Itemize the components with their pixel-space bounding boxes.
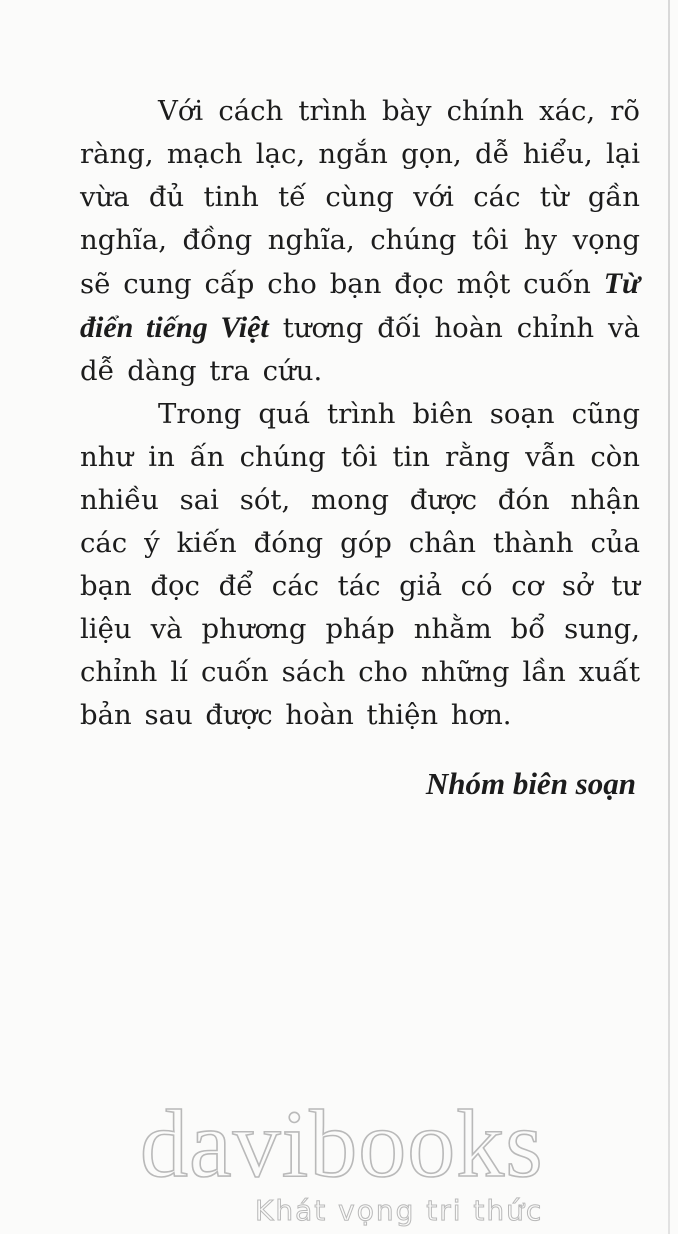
watermark-slogan: Khát vọng tri thức xyxy=(255,1194,544,1227)
paragraph-2: Trong quá trình biên soạn cũng như in ấn chúng tôi tin rằng vẫn còn nhiều sai sót, mong được đón nhận các ý kiến đóng góp chân thành của bạn đọc để các tác giả có cơ sở tư liệu và phương pháp nhằm bổ sung, chỉnh lí cuốn sách cho những lần xuất bản sau được hoàn thiện hơn. xyxy=(80,398,640,731)
watermark xyxy=(140,1090,544,1227)
page-edge-line xyxy=(668,0,670,1234)
body-text xyxy=(80,90,640,737)
paragraph-1 xyxy=(80,90,640,393)
dictionary-title: Từ điển tiếng Việt xyxy=(80,267,640,344)
watermark-brand: davibooks xyxy=(140,1090,544,1197)
signature: Nhóm biên soạn xyxy=(425,766,636,801)
paragraph-1-lead: Với cách trình bày chính xác, rõ ràng, mạch lạc, ngắn gọn, dễ hiểu, lại vừa đủ tinh tế cùng với các từ gần nghĩa, đồng nghĩa, chúng tôi hy vọng sẽ cung cấp cho bạn đọc một cuốn xyxy=(80,95,640,300)
paragraph-1-tail: tương đối hoàn chỉnh và dễ dàng tra cứu. xyxy=(80,312,640,387)
